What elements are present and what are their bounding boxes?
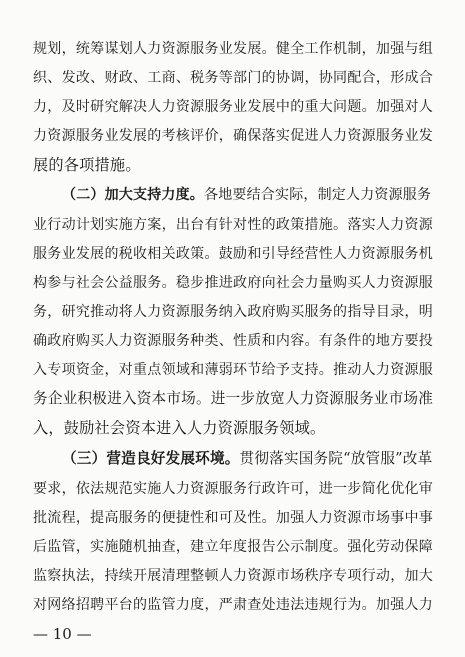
text-line: 要求，依法规范实施人力资源服务行政许可，进一步简化优化审 xyxy=(33,481,433,497)
text-line: 批流程，提高服务的便捷性和可及性。加强人力资源市场事中事 xyxy=(33,510,433,526)
text-line: 规划，统筹谋划人力资源服务业发展。健全工作机制，加强与组 xyxy=(33,41,433,57)
paragraph-first-line xyxy=(62,182,433,208)
text-line: 构参与社会公益服务。稳步推进政府向社会力量购买人力资源服 xyxy=(33,275,433,291)
text-line: 入专项资金，对重点领域和薄弱环节给予支持。推动人力资源服 xyxy=(33,362,433,378)
text-line: 后监管，实施随机抽查，建立年度报告公示制度。强化劳动保障 xyxy=(33,539,433,555)
text-line: 入，鼓励社会资本进入人力资源服务领域。 xyxy=(33,419,326,437)
text-line: 展的各项措施。 xyxy=(33,156,141,174)
text-line: 对网络招聘平台的监管力度，严肃查处违法违规行为。加强人力 xyxy=(33,597,433,613)
text-line: 务，研究推动将人力资源服务纳入政府购买服务的指导目录，明 xyxy=(33,304,433,320)
text-line: 确政府购买人力资源服务种类、性质和内容。有条件的地方要投 xyxy=(33,333,433,349)
text-run: 各地要结合实际，制定人力资源服务 xyxy=(204,187,432,203)
text-line: 监察执法，持续开展清理整顿人力资源市场秩序专项行动，加大 xyxy=(33,568,433,584)
section-heading: （三）营造良好发展环境。 xyxy=(62,450,240,467)
text-line: 服务业发展的税收相关政策。鼓励和引导经营性人力资源服务机 xyxy=(33,246,433,262)
text-line: 织、发改、财政、工商、税务等部门的协调，协同配合，形成合 xyxy=(33,70,433,86)
text-line: 力资源服务业发展的考核评价，确保落实促进人力资源服务业发 xyxy=(33,128,433,144)
page-number: — 10 — xyxy=(33,625,92,643)
text-run: 贯彻落实国务院“放管服”改革 xyxy=(239,450,433,467)
text-line: 业行动计划实施方案，出台有针对性的政策措施。落实人力资源 xyxy=(33,217,433,233)
text-line: 务企业积极进入资本市场。进一步放宽人力资源服务业市场准 xyxy=(33,390,433,407)
paragraph-first-line xyxy=(62,446,433,472)
section-heading: （二）加大支持力度。 xyxy=(62,187,204,203)
text-line: 力，及时研究解决人力资源服务业发展中的重大问题。加强对人 xyxy=(33,99,433,115)
